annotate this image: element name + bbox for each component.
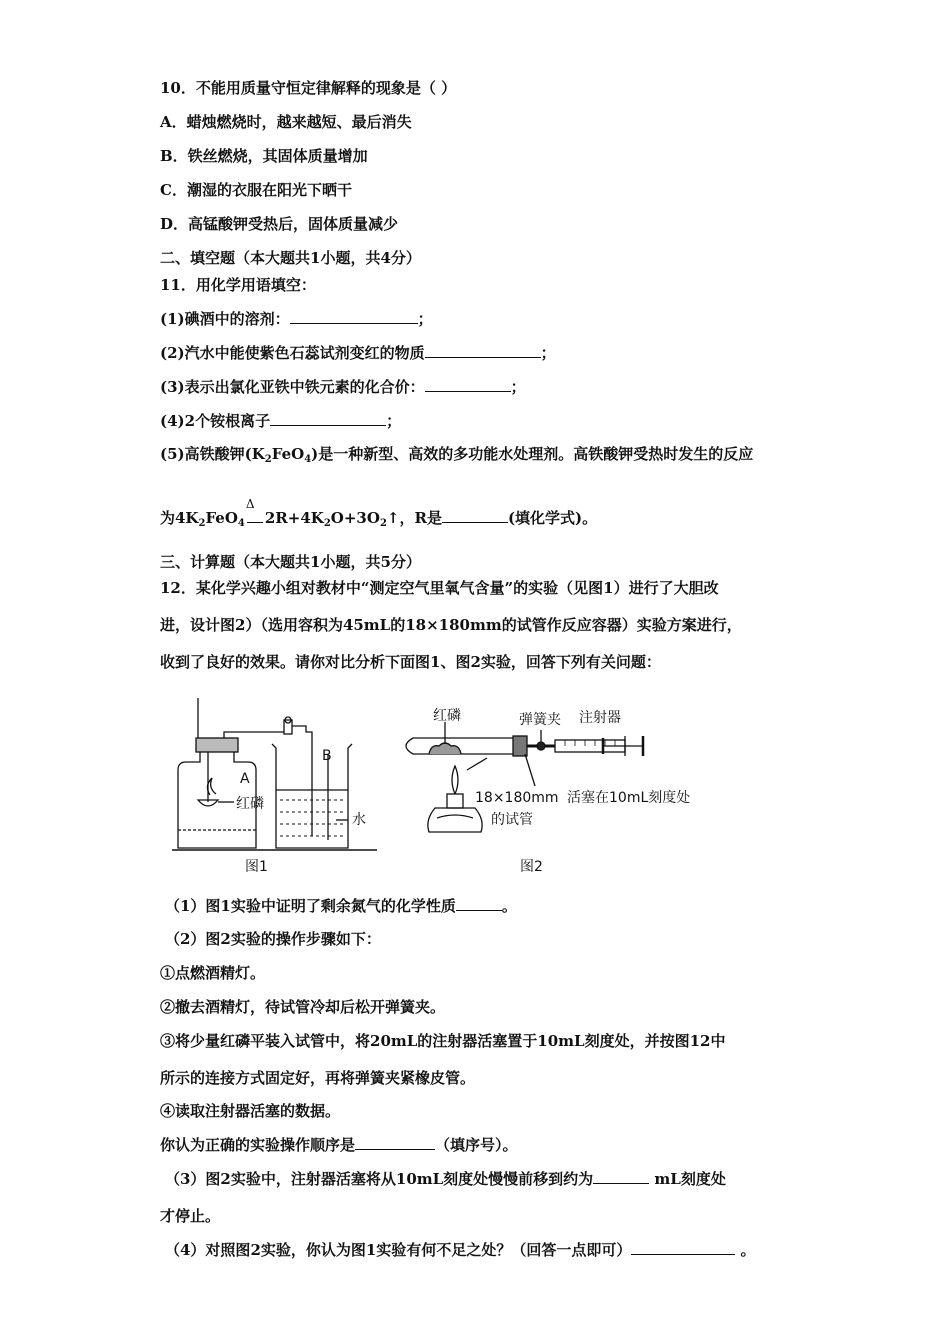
label-red-phosphorus: 红磷 (236, 796, 264, 812)
subscript: 2 (323, 518, 331, 529)
q12-sub3-line2: 才停止。 (160, 1207, 221, 1225)
equation-text: (填化学式)。 (507, 509, 598, 527)
answer-blank[interactable] (425, 342, 541, 358)
q12-stem-line3: 收到了良好的效果。请你对比分析下面图1、图2实验，回答下列有关问题： (160, 653, 661, 671)
q11-part1-end: ； (417, 310, 433, 328)
label-water: 水 (352, 812, 366, 828)
answer-blank[interactable] (456, 895, 502, 911)
subscript: 4 (304, 454, 312, 465)
subscript: 4 (237, 518, 245, 529)
q12-sub3 (165, 1168, 726, 1189)
section-3-heading: 三、计算题（本大题共1小题，共5分） (160, 553, 421, 571)
q12-order-text: 你认为正确的实验操作顺序是 (160, 1136, 356, 1154)
q10-option-d: D．高锰酸钾受热后，固体质量减少 (160, 215, 399, 233)
q11-part2-text: (2)汽水中能使紫色石蕊试剂变红的物质 (160, 344, 425, 362)
q12-sub3-text: （3）图2实验中，注射器活塞将从10mL刻度处慢慢前移到约为 (165, 1170, 594, 1188)
q10-option-b: B．铁丝燃烧，其固体质量增加 (160, 147, 368, 165)
section-2-heading: 二、填空题（本大题共1小题，共4分） (160, 249, 421, 267)
figure-2-caption: 图2 (520, 859, 543, 875)
q11-part1 (160, 308, 433, 329)
subscript: 2 (264, 454, 272, 465)
figure-1-apparatus (172, 690, 382, 875)
answer-blank[interactable] (290, 308, 418, 324)
label-red-phosphorus: 红磷 (433, 708, 461, 724)
answer-blank[interactable] (270, 410, 386, 426)
equation-text: O+3O (330, 509, 380, 527)
label-spring-clamp: 弹簧夹 (519, 712, 561, 728)
q12-stem-line1: 12．某化学兴趣小组对教材中“测定空气里氧气含量”的实验（见图1）进行了大胆改 (160, 579, 719, 597)
q11-part5-text: )是一种新型、高效的多功能水处理剂。高铁酸钾受热时发生的反应 (311, 445, 754, 463)
q10-option-c: C．潮湿的衣服在阳光下晒干 (160, 181, 352, 199)
step-4: ④读取注射器活塞的数据。 (160, 1102, 341, 1120)
q11-part4-text: (4)2个铵根离子 (160, 412, 271, 430)
label-tube: 的试管 (491, 812, 533, 828)
step-1: ①点燃酒精灯。 (160, 964, 266, 982)
q12-sub2: （2）图2实验的操作步骤如下： (165, 930, 381, 948)
subscript: 2 (198, 518, 206, 529)
equation-text: 2R+4K (264, 509, 324, 527)
step-2: ②撤去酒精灯，待试管冷却后松开弹簧夹。 (160, 998, 446, 1016)
q12-sub1-end: 。 (501, 897, 517, 915)
q11-part3-end: ； (510, 378, 526, 396)
answer-blank[interactable] (442, 507, 508, 523)
label-b: B (322, 748, 332, 764)
answer-blank[interactable] (593, 1168, 649, 1184)
figure-1-caption: 图1 (245, 859, 268, 875)
label-syringe: 注射器 (579, 710, 621, 726)
answer-blank[interactable] (631, 1239, 735, 1255)
figure-2-apparatus (395, 700, 725, 850)
q12-sub4-text: （4）对照图2实验，你认为图1实验有何不足之处？（回答一点即可） (165, 1241, 632, 1259)
q10-option-a: A．蜡烛燃烧时，越来越短、最后消失 (160, 113, 412, 131)
q11-part3 (160, 376, 526, 397)
label-a: A (240, 771, 250, 787)
q12-sub1-text: （1）图1实验中证明了剩余氮气的化学性质 (165, 897, 456, 915)
q12-order-end: （填序号）。 (435, 1136, 518, 1154)
q12-order (160, 1134, 518, 1155)
q12-sub4-end: 。 (735, 1241, 756, 1259)
step-3-line1: ③将少量红磷平装入试管中，将20mL的注射器活塞置于10mL刻度处，并按图12中 (160, 1032, 726, 1050)
q10-stem: 10．不能用质量守恒定律解释的现象是（ ） (160, 79, 457, 97)
q12-sub1 (165, 895, 517, 916)
answer-blank[interactable] (355, 1134, 435, 1150)
q11-part2-end: ； (540, 344, 556, 362)
delta-symbol: Δ (245, 497, 255, 511)
q11-stem: 11．用化学用语填空： (160, 276, 316, 294)
label-piston: 活塞在10mL刻度处 (567, 790, 691, 806)
q11-part5-text: FeO (271, 445, 305, 463)
q12-sub4 (165, 1239, 756, 1260)
equation-text: FeO (205, 509, 238, 527)
q11-part4-end: ； (386, 412, 402, 430)
answer-blank[interactable] (425, 376, 511, 392)
label-tube-size: 18×180mm (475, 790, 559, 806)
q11-equation (160, 497, 598, 529)
q12-stem-line2: 进，设计图2）（选用容积为45mL的18×180mm的试管作反应容器）实验方案进行， (160, 616, 742, 634)
q11-part3-text: (3)表示出氯化亚铁中铁元素的化合价： (160, 378, 425, 396)
q12-sub3-end: mL刻度处 (649, 1170, 726, 1188)
q11-part1-text: (1)碘酒中的溶剂： (160, 310, 290, 328)
equation-text: ↑，R是 (386, 509, 442, 527)
q11-part4 (160, 410, 401, 431)
q11-part2 (160, 342, 556, 363)
q11-part5 (160, 444, 753, 464)
heat-condition (245, 497, 265, 528)
q11-part5-text: (5)高铁酸钾(K (160, 445, 265, 463)
subscript: 2 (379, 518, 387, 529)
equation-text: 为4K (160, 509, 199, 527)
step-3-line2: 所示的连接方式固定好，再将弹簧夹紧橡皮管。 (160, 1069, 476, 1087)
